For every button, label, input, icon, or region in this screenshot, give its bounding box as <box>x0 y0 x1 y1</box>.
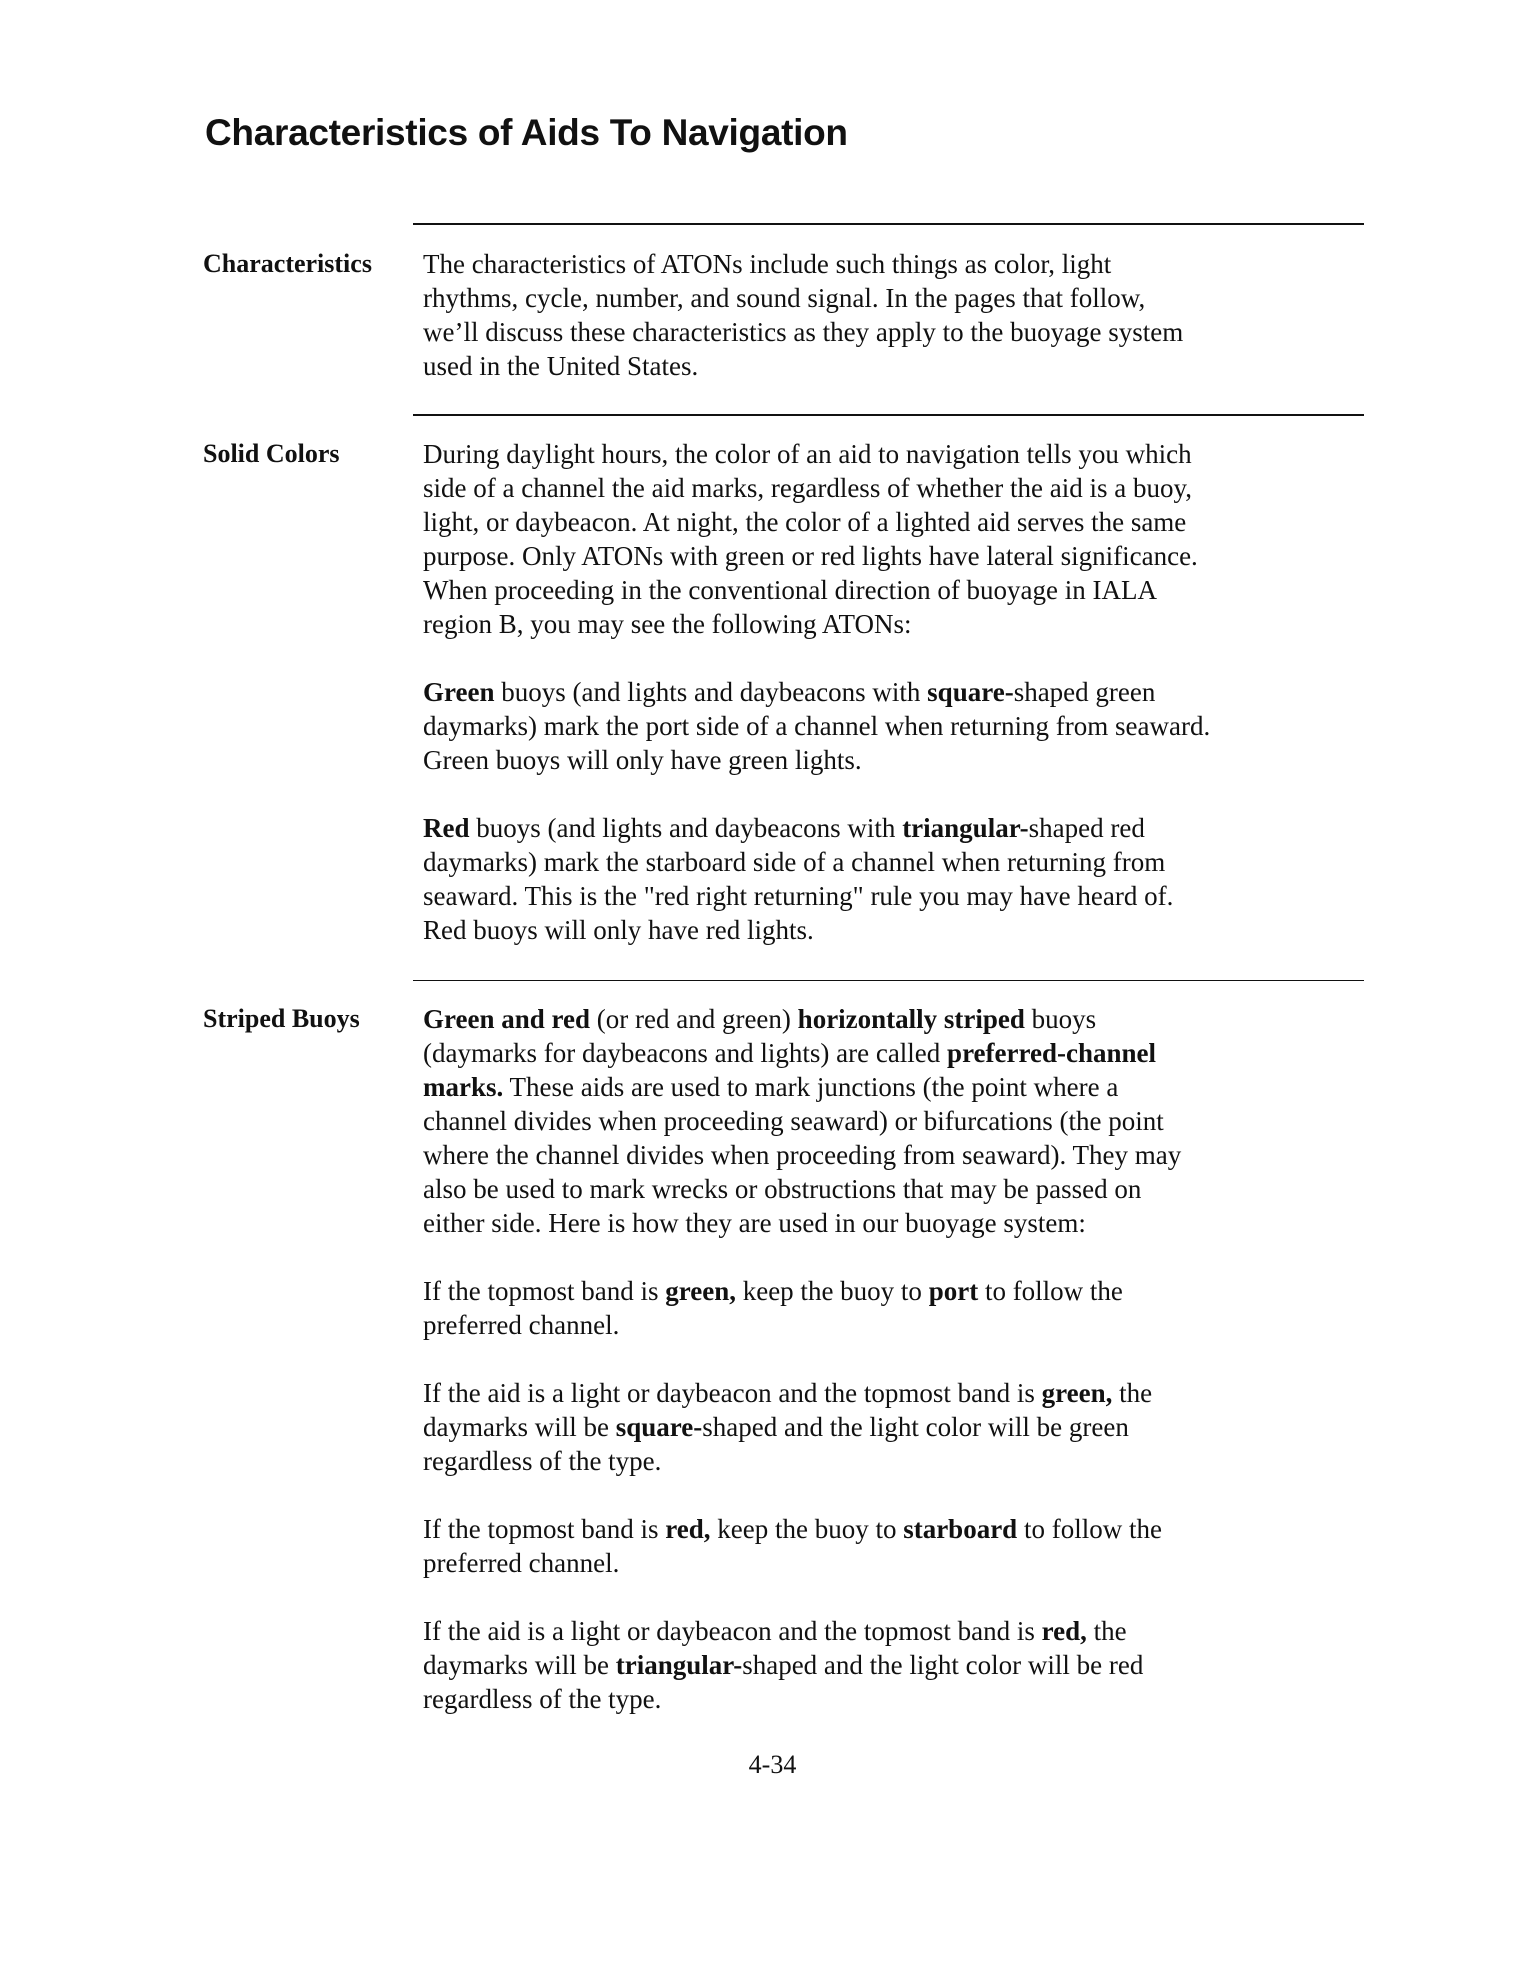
text-line <box>423 1206 1181 1240</box>
text-line <box>423 811 1210 845</box>
paragraph <box>423 247 1183 383</box>
text-run: These aids are used to mark junctions (the point where a <box>503 1072 1119 1102</box>
text-line <box>423 607 1210 641</box>
text-run: either side. Here is how they are used in our buoyage system: <box>423 1208 1086 1238</box>
text-line <box>423 1002 1181 1036</box>
text-run: rhythms, cycle, number, and sound signal. In the pages that follow, <box>423 283 1146 313</box>
text-line <box>423 1036 1181 1070</box>
text-run: keep the buoy to <box>735 1276 929 1306</box>
text-line <box>423 1376 1181 1410</box>
bold-text: green, <box>665 1276 736 1306</box>
page-number: 4-34 <box>748 1750 797 1779</box>
text-line <box>423 1546 1181 1580</box>
text-run: the <box>1086 1616 1127 1646</box>
text-line <box>423 349 1183 383</box>
text-run: buoys (and lights and daybeacons with <box>494 677 928 707</box>
text-run: where the channel divides when proceeding from seaward). They may <box>423 1140 1182 1170</box>
text-line <box>423 573 1210 607</box>
text-run: The characteristics of ATONs include such things as color, light <box>423 249 1112 279</box>
text-line <box>423 845 1210 879</box>
bold-text: horizontally striped <box>797 1004 1025 1034</box>
text-line <box>423 1070 1181 1104</box>
text-run: channel divides when proceeding seaward) or bifurcations (the point <box>423 1106 1164 1136</box>
text-run: regardless of the type. <box>423 1446 662 1476</box>
bold-text: green, <box>1041 1378 1113 1408</box>
text-line <box>423 879 1210 913</box>
text-run: During daylight hours, the color of an aid to navigation tells you which <box>423 439 1192 469</box>
paragraph <box>423 1512 1181 1580</box>
text-line <box>423 1648 1181 1682</box>
section-body <box>423 1002 1181 1750</box>
section-divider <box>413 980 1364 981</box>
text-run: (daymarks for daybeacons and lights) are called <box>423 1038 948 1068</box>
bold-text: marks. <box>423 1072 504 1102</box>
section-body <box>423 437 1210 981</box>
text-run: buoys (and lights and daybeacons with <box>469 813 903 843</box>
text-run: side of a channel the aid marks, regardless of whether the aid is a buoy, <box>423 473 1192 503</box>
bold-text: red, <box>1041 1616 1087 1646</box>
text-run: daymarks) mark the port side of a channel when returning from seaward. <box>423 711 1211 741</box>
text-run: (or red and green) <box>590 1004 798 1034</box>
text-line <box>423 1104 1181 1138</box>
section-label: Striped Buoys <box>203 1004 360 1033</box>
text-run: If the topmost band is <box>423 1514 666 1544</box>
text-line <box>423 247 1183 281</box>
text-line <box>423 1172 1181 1206</box>
text-line <box>423 675 1210 709</box>
paragraph <box>423 1274 1181 1342</box>
text-run: shaped red <box>1028 813 1145 843</box>
text-line <box>423 539 1210 573</box>
text-line <box>423 1682 1181 1716</box>
paragraph <box>423 437 1210 641</box>
text-run: daymarks will be <box>423 1650 616 1680</box>
text-line <box>423 1274 1181 1308</box>
text-run: regardless of the type. <box>423 1684 662 1714</box>
section-label: Characteristics <box>203 249 372 278</box>
text-run: also be used to mark wrecks or obstructions that may be passed on <box>423 1174 1142 1204</box>
text-run: Green buoys will only have green lights. <box>423 745 862 775</box>
text-line <box>423 505 1210 539</box>
text-line <box>423 743 1210 777</box>
text-run: light, or daybeacon. At night, the color of a lighted aid serves the same <box>423 507 1187 537</box>
text-run: we’ll discuss these characteristics as they apply to the buoyage system <box>423 317 1184 347</box>
text-line <box>423 1138 1181 1172</box>
bold-text: triangular- <box>902 813 1029 843</box>
text-run: If the topmost band is <box>423 1276 666 1306</box>
text-line <box>423 913 1210 947</box>
bold-text: Green and red <box>423 1004 591 1034</box>
paragraph <box>423 811 1210 947</box>
page-title: Characteristics of Aids To Navigation <box>205 112 848 153</box>
text-line <box>423 1444 1181 1478</box>
bold-text: preferred-channel <box>947 1038 1157 1068</box>
text-line <box>423 471 1210 505</box>
text-line <box>423 1308 1181 1342</box>
text-run: to follow the <box>1017 1514 1162 1544</box>
text-run: buoys <box>1024 1004 1097 1034</box>
section-label: Solid Colors <box>203 439 340 468</box>
text-run: shaped and the light color will be green <box>702 1412 1129 1442</box>
text-run: to follow the <box>978 1276 1123 1306</box>
section-divider <box>413 414 1364 416</box>
paragraph <box>423 1614 1181 1716</box>
text-run: seaward. This is the "red right returning" rule you may have heard of. <box>423 881 1174 911</box>
text-run: daymarks will be <box>423 1412 616 1442</box>
text-run: keep the buoy to <box>710 1514 904 1544</box>
bold-text: starboard <box>903 1514 1018 1544</box>
text-run: the <box>1112 1378 1153 1408</box>
text-run: If the aid is a light or daybeacon and the topmost band is <box>423 1378 1042 1408</box>
bold-text: port <box>928 1276 979 1306</box>
text-run: used in the United States. <box>423 351 699 381</box>
text-run: daymarks) mark the starboard side of a channel when returning from <box>423 847 1166 877</box>
bold-text: Red <box>423 813 470 843</box>
bold-text: square- <box>927 677 1014 707</box>
text-line <box>423 315 1183 349</box>
text-run: preferred channel. <box>423 1310 620 1340</box>
paragraph <box>423 1376 1181 1478</box>
paragraph <box>423 675 1210 777</box>
bold-text: triangular- <box>615 1650 743 1680</box>
paragraph <box>423 1002 1181 1240</box>
text-line <box>423 281 1183 315</box>
section-body <box>423 247 1183 417</box>
text-line <box>423 709 1210 743</box>
section-divider <box>413 223 1364 225</box>
text-run: If the aid is a light or daybeacon and the topmost band is <box>423 1616 1042 1646</box>
text-run: purpose. Only ATONs with green or red lights have lateral significance. <box>423 541 1198 571</box>
bold-text: square- <box>615 1412 703 1442</box>
text-run: shaped and the light color will be red <box>742 1650 1144 1680</box>
text-line <box>423 437 1210 471</box>
bold-text: Green <box>423 677 495 707</box>
bold-text: red, <box>665 1514 711 1544</box>
text-run: Red buoys will only have red lights. <box>423 915 814 945</box>
text-line <box>423 1410 1181 1444</box>
text-line <box>423 1614 1181 1648</box>
text-run: shaped green <box>1013 677 1156 707</box>
text-run: region B, you may see the following ATONs: <box>423 609 912 639</box>
text-line <box>423 1512 1181 1546</box>
text-run: preferred channel. <box>423 1548 620 1578</box>
text-run: When proceeding in the conventional direction of buoyage in IALA <box>423 575 1158 605</box>
